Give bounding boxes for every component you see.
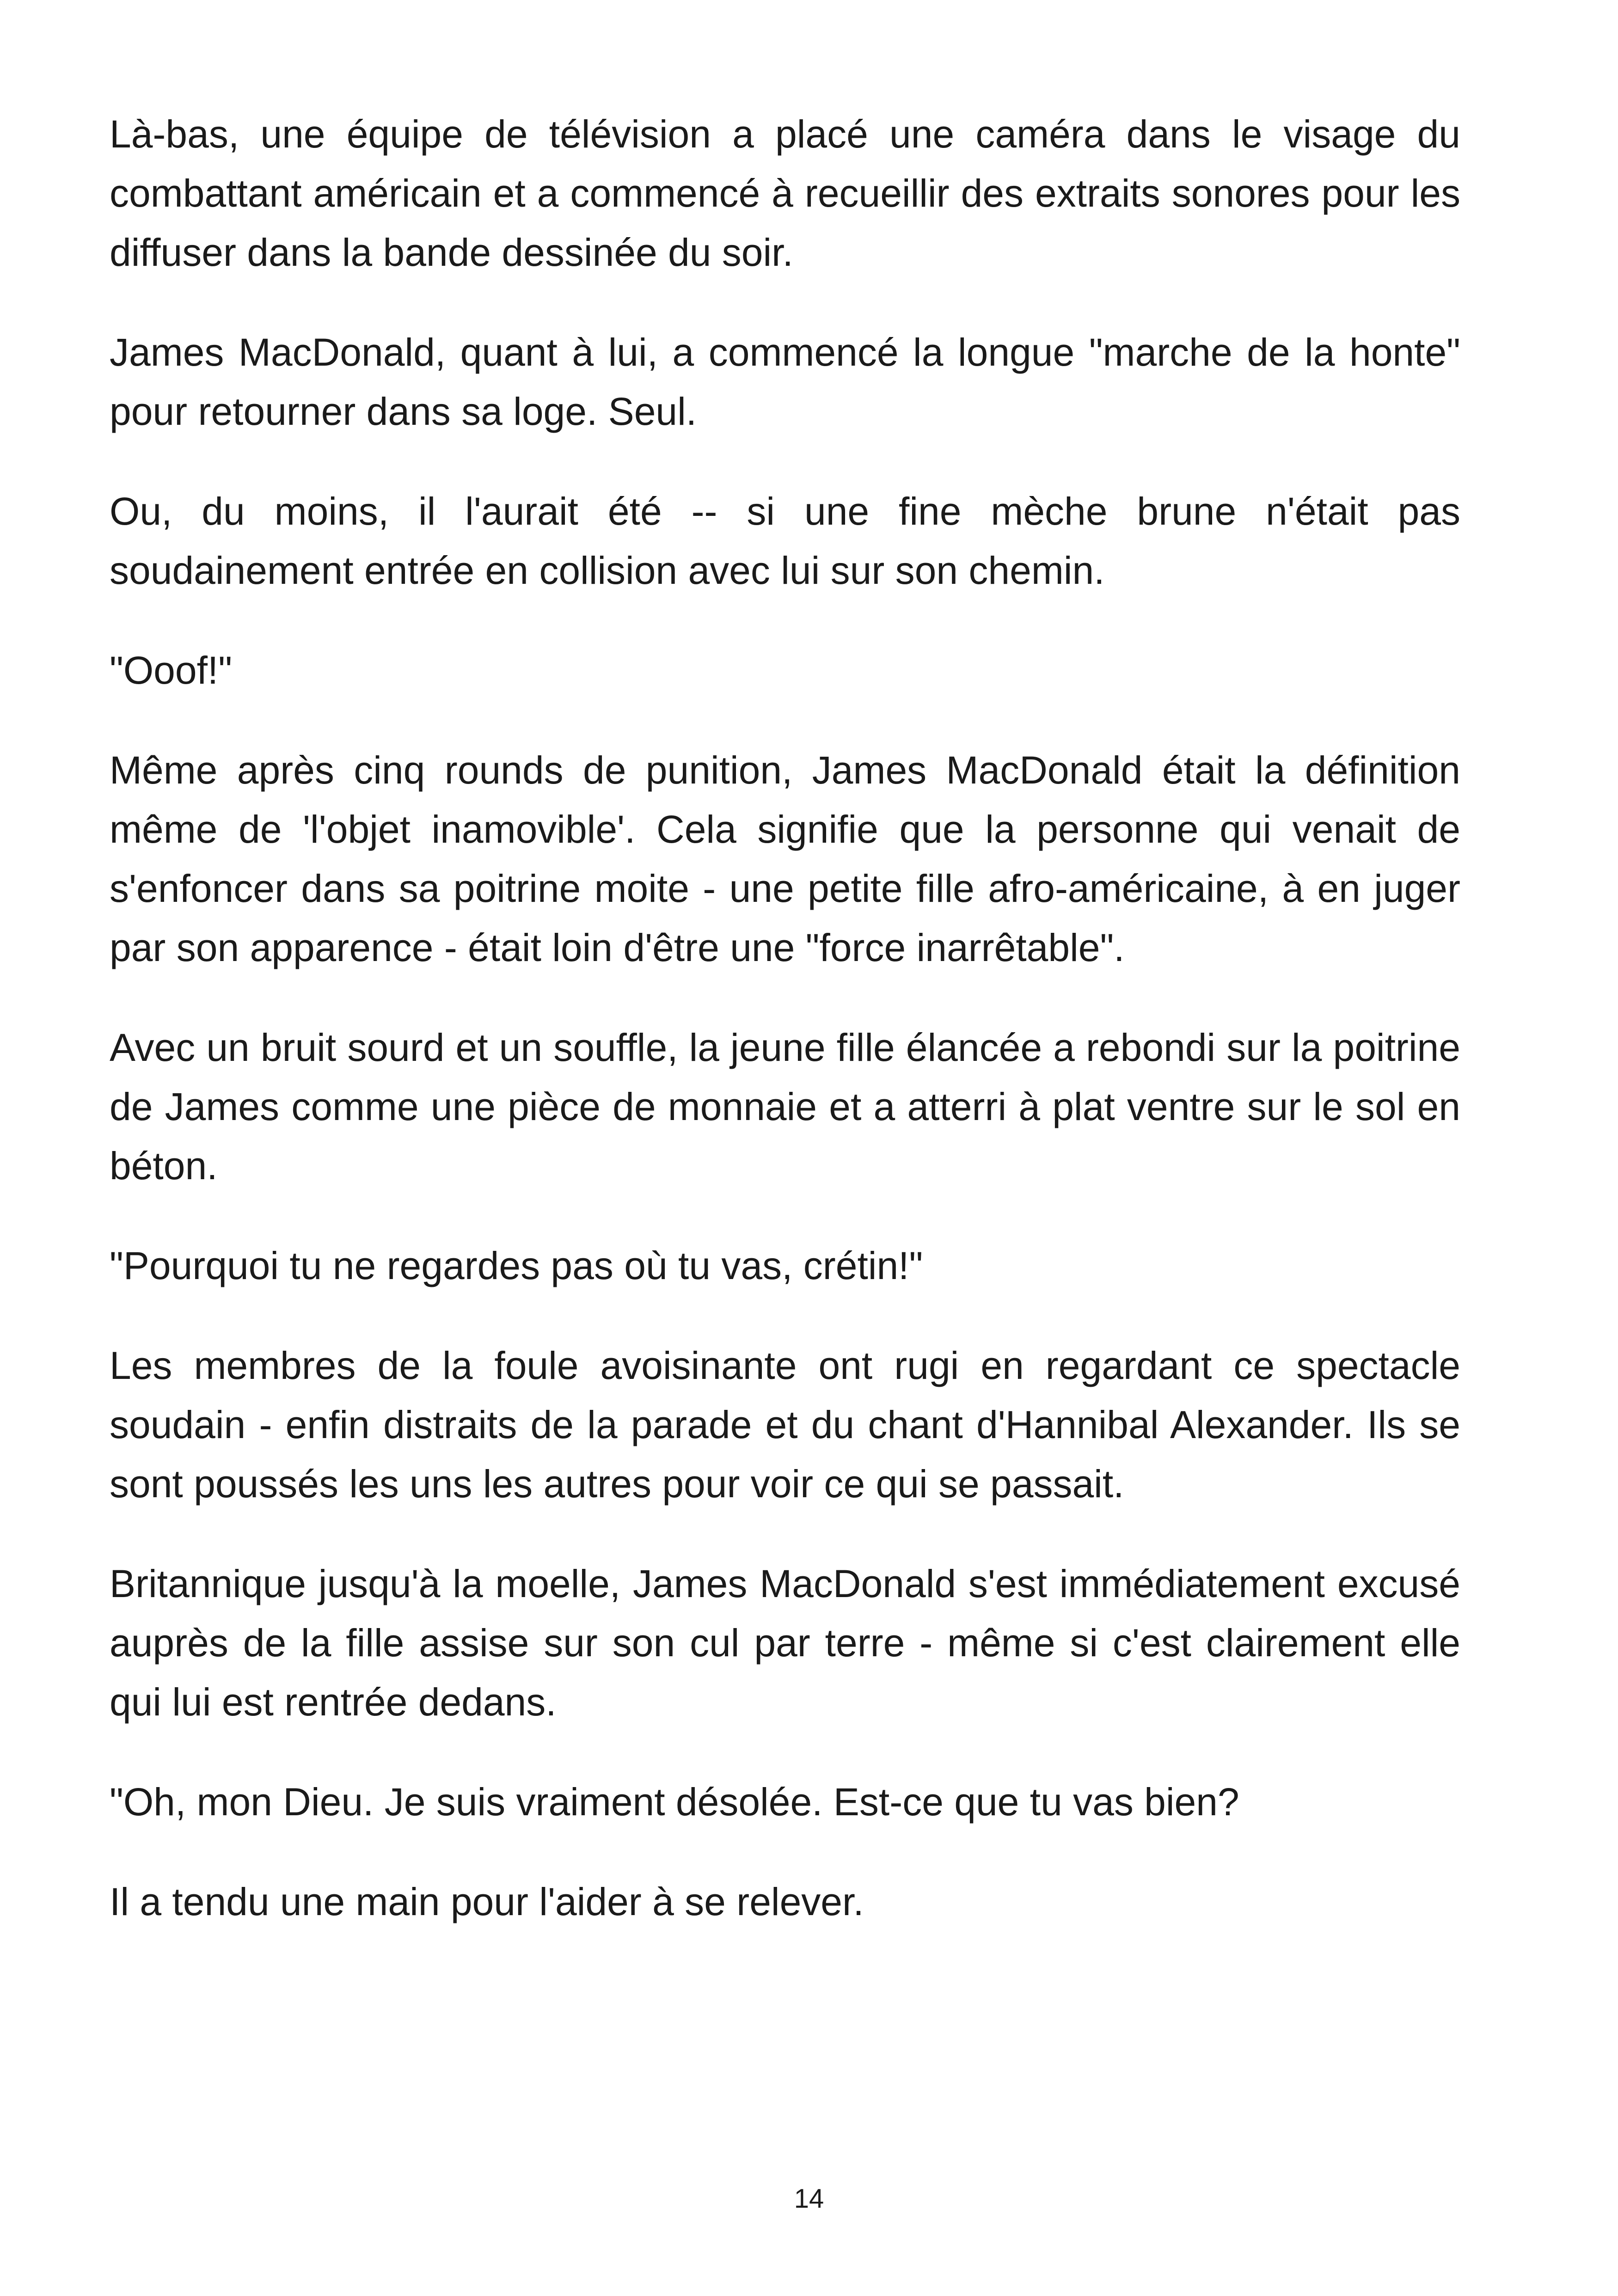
paragraph-8: Les membres de la foule avoisinante ont rugi en regardant ce spectacle soudain - enfin distraits de la parade et du chant d'Hannibal Alexander. Ils se sont poussés les uns les autres pour voir ce qui se passait. [110,1344,1460,1506]
paragraph-7: "Pourquoi tu ne regardes pas où tu vas, crétin!" [110,1244,923,1287]
paragraph-6: Avec un bruit sourd et un souffle, la jeune fille élancée a rebondi sur la poitrine de James comme une pièce de monnaie et a atterri à plat ventre sur le sol en béton. [110,1026,1460,1188]
page-body [110,104,1460,1972]
paragraph-1: Là-bas, une équipe de télévision a placé une caméra dans le visage du combattant américain et a commencé à recueillir des extraits sonores pour les diffuser dans la bande dessinée du soir. [110,112,1460,274]
page-number: 14 [794,2184,824,2214]
paragraph-10: "Oh, mon Dieu. Je suis vraiment désolée. Est-ce que tu vas bien? [110,1780,1239,1824]
paragraph-3: Ou, du moins, il l'aurait été -- si une fine mèche brune n'était pas soudainement entrée en collision avec lui sur son chemin. [110,490,1460,592]
paragraph-9: Britannique jusqu'à la moelle, James MacDonald s'est immédiatement excusé auprès de la fille assise sur son cul par terre - même si c'est clairement elle qui lui est rentrée dedans. [110,1562,1460,1724]
paragraph-11: Il a tendu une main pour l'aider à se relever. [110,1880,864,1923]
paragraph-2: James MacDonald, quant à lui, a commencé la longue "marche de la honte" pour retourner dans sa loge. Seul. [110,331,1460,433]
paragraph-5: Même après cinq rounds de punition, James MacDonald était la définition même de 'l'objet inamovible'. Cela signifie que la personne qui venait de s'enfoncer dans sa poitrine moite - une petite fille afro-américaine, à en juger par son apparence - était loin d'être une "force inarrêtable". [110,748,1460,969]
paragraph-4: "Ooof!" [110,649,233,692]
